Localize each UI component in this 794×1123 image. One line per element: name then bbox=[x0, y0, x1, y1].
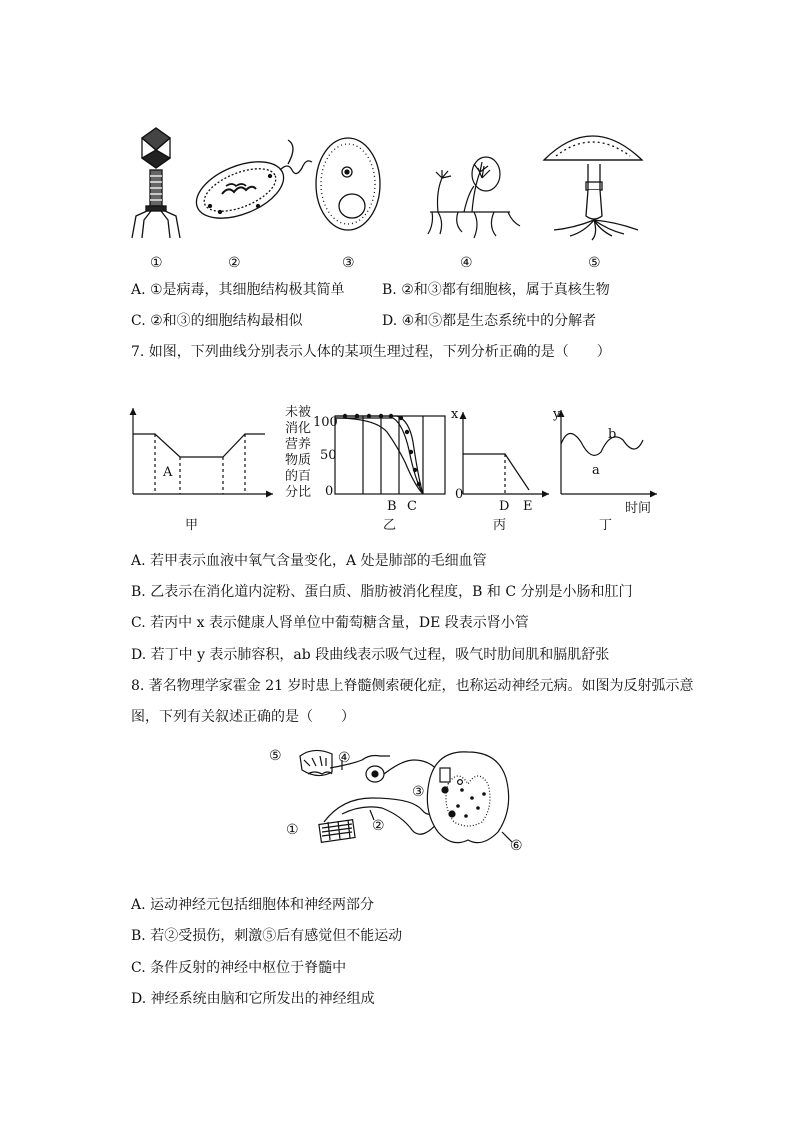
organism-label-5: ⑤ bbox=[588, 255, 601, 271]
q7-option-a[interactable]: A. 若甲表示血液中氧气含量变化，A 处是肺部的毛细血管 bbox=[131, 553, 487, 569]
graph-bing bbox=[463, 412, 549, 494]
graph-jia-point-a: A bbox=[163, 465, 173, 480]
mushroom-drawing bbox=[544, 136, 642, 240]
reflex-label-1: ① bbox=[286, 822, 299, 838]
graph-ding bbox=[561, 410, 657, 494]
bacteriophage-drawing bbox=[132, 128, 180, 238]
graph-bing-point-d: D bbox=[499, 499, 510, 514]
graph-bing-origin: 0 bbox=[455, 487, 464, 502]
q8-option-d[interactable]: D. 神经系统由脑和它所发出的神经组成 bbox=[131, 991, 375, 1007]
bacterium-drawing bbox=[188, 140, 312, 229]
graph-ding-xaxis: 时间 bbox=[625, 501, 652, 516]
graph-yi-ylabel-1: 未被 bbox=[285, 405, 312, 420]
q6-option-b[interactable]: B. ②和③都有细胞核，属于真核生物 bbox=[382, 282, 610, 298]
reflex-label-2: ② bbox=[372, 818, 385, 834]
reflex-label-5: ⑤ bbox=[269, 748, 282, 764]
graph-yi-ylabel-3: 营养 bbox=[285, 437, 312, 452]
q7-option-d[interactable]: D. 若丁中 y 表示肺容积，ab 段曲线表示吸气过程，吸气时肋间肌和膈肌舒张 bbox=[131, 647, 610, 663]
q7-stem: 7. 如图，下列曲线分别表示人体的某项生理过程，下列分析正确的是（ ） bbox=[131, 344, 611, 360]
graph-yi-tick-100: 100 bbox=[313, 415, 338, 430]
organism-label-4: ④ bbox=[460, 255, 473, 271]
graph-jia bbox=[133, 408, 273, 494]
q7-option-b[interactable]: B. 乙表示在消化道内淀粉、蛋白质、脂肪被消化程度，B 和 C 分别是小肠和肛门 bbox=[131, 584, 633, 600]
graph-yi-ylabel-4: 物质 bbox=[285, 453, 312, 468]
graph-yi-tick-50: 50 bbox=[320, 448, 337, 463]
reflex-arc-figure bbox=[262, 738, 532, 863]
organism-label-3: ③ bbox=[342, 255, 355, 271]
graph-ding-label-b: b bbox=[608, 427, 617, 442]
organism-label-2: ② bbox=[228, 255, 241, 271]
reflex-label-6: ⑥ bbox=[510, 838, 523, 854]
graph-bing-yaxis: x bbox=[451, 407, 459, 422]
graph-ding-caption: 丁 bbox=[599, 518, 613, 533]
graph-yi-caption: 乙 bbox=[383, 518, 397, 533]
graph-yi-ylabel-2: 消化 bbox=[285, 421, 312, 436]
physiology-graphs bbox=[125, 402, 665, 537]
graph-jia-caption: 甲 bbox=[185, 518, 199, 533]
graph-yi-point-c: C bbox=[407, 499, 417, 514]
q6-option-a[interactable]: A. ①是病毒，其细胞结构极其简单 bbox=[131, 282, 345, 298]
organisms-figure bbox=[120, 120, 660, 280]
q8-option-b[interactable]: B. 若②受损伤，刺激⑤后有感觉但不能运动 bbox=[131, 928, 403, 944]
graph-ding-yaxis: y bbox=[553, 407, 561, 422]
graph-yi-ylabel-6: 分比 bbox=[285, 485, 312, 500]
reflex-label-4: ④ bbox=[338, 750, 351, 766]
q6-option-c[interactable]: C. ②和③的细胞结构最相似 bbox=[131, 313, 303, 329]
graph-yi-point-b: B bbox=[387, 499, 397, 514]
mold-drawing bbox=[428, 157, 520, 238]
graph-yi-tick-0: 0 bbox=[325, 484, 334, 499]
q8-option-a[interactable]: A. 运动神经元包括细胞体和神经两部分 bbox=[131, 897, 375, 913]
yeast-cell-drawing bbox=[316, 138, 380, 230]
reflex-label-3: ③ bbox=[412, 784, 425, 800]
graph-yi bbox=[335, 414, 445, 494]
q7-option-c[interactable]: C. 若丙中 x 表示健康人肾单位中葡萄糖含量，DE 段表示肾小管 bbox=[131, 615, 529, 631]
q8-stem-line-2: 图，下列有关叙述正确的是（ ） bbox=[131, 709, 355, 725]
graph-bing-point-e: E bbox=[523, 499, 533, 514]
graph-yi-ylabel-5: 的百 bbox=[285, 469, 312, 484]
q8-stem-line-1: 8. 著名物理学家霍金 21 岁时患上脊髓侧索硬化症，也称运动神经元病。如图为反射弧示意 bbox=[131, 678, 694, 694]
organism-label-1: ① bbox=[150, 255, 163, 271]
q8-option-c[interactable]: C. 条件反射的神经中枢位于脊髓中 bbox=[131, 960, 347, 976]
q6-option-d[interactable]: D. ④和⑤都是生态系统中的分解者 bbox=[382, 313, 597, 329]
graph-ding-label-a: a bbox=[592, 463, 600, 478]
graph-bing-caption: 丙 bbox=[493, 518, 507, 533]
